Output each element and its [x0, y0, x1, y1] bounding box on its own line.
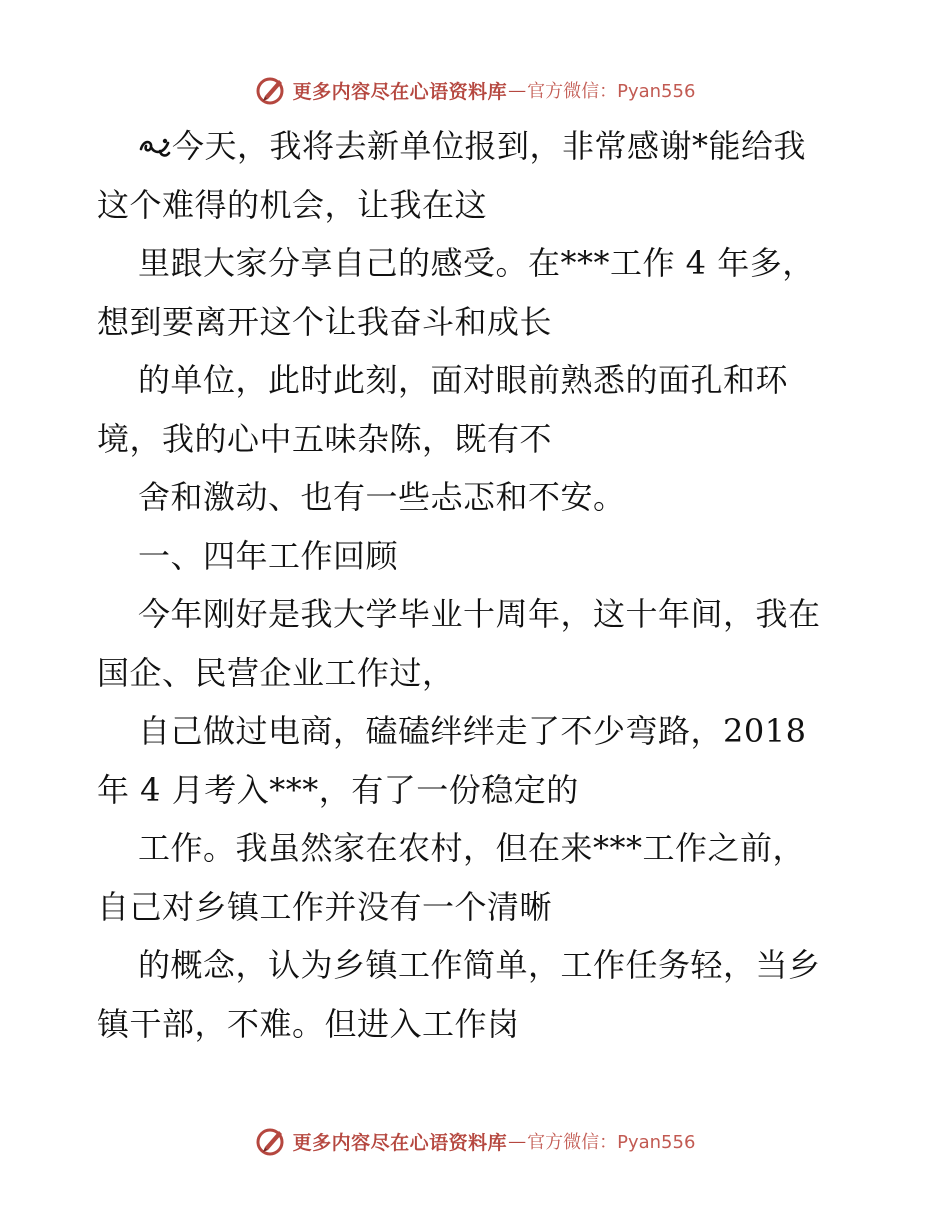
banner-dash: —	[508, 1130, 527, 1152]
banner-dash: —	[508, 79, 527, 101]
text-line: 舍和激动、也有一些忐忑和不安。	[138, 478, 626, 516]
text-line: 这个难得的机会，让我在这	[97, 185, 488, 224]
text-line: 想到要离开这个让我奋斗和成长	[97, 302, 553, 341]
text-line: 工作。我虽然家在农村，但在来***工作之前，	[138, 829, 806, 867]
text-line: 自己对乡镇工作并没有一个清晰	[97, 887, 553, 926]
section-heading: 一、四年工作回顾	[138, 536, 399, 575]
banner-wechat: 官方微信：Pyan556	[527, 81, 696, 102]
text-line: 境，我的心中五味杂陈，既有不	[97, 419, 553, 458]
text-line: 的单位，此时此刻，面对眼前熟悉的面孔和环	[138, 361, 789, 399]
document-body	[97, 117, 857, 1053]
text-line: 年 4 月考入***，有了一份稳定的	[97, 770, 579, 809]
banner-wechat: 官方微信：Pyan556	[527, 1132, 696, 1153]
text-line: 自己做过电商，磕磕绊绊走了不少弯路，2018	[138, 712, 807, 750]
quill-pen-logo-icon	[255, 74, 287, 106]
text-line: 的概念，认为乡镇工作简单，工作任务轻，当乡	[138, 946, 821, 984]
quill-pen-logo-icon	[255, 1125, 287, 1157]
header-banner	[0, 70, 950, 110]
banner-title: 更多内容尽在心语资料库	[292, 80, 508, 103]
text-line: 里跟大家分享自己的感受。在***工作 4 年多，	[138, 244, 815, 282]
flourish-ornament-icon	[138, 129, 172, 161]
footer-banner	[0, 1121, 950, 1161]
text-line: 镇干部，不难。但进入工作岗	[97, 1004, 520, 1043]
text-line: 国企、民营企业工作过，	[97, 653, 455, 692]
text-line: 今年刚好是我大学毕业十周年，这十年间，我在	[138, 595, 821, 633]
banner-title: 更多内容尽在心语资料库	[292, 1131, 508, 1154]
text-line: 今天，我将去新单位报到，非常感谢*能给我	[97, 117, 857, 176]
